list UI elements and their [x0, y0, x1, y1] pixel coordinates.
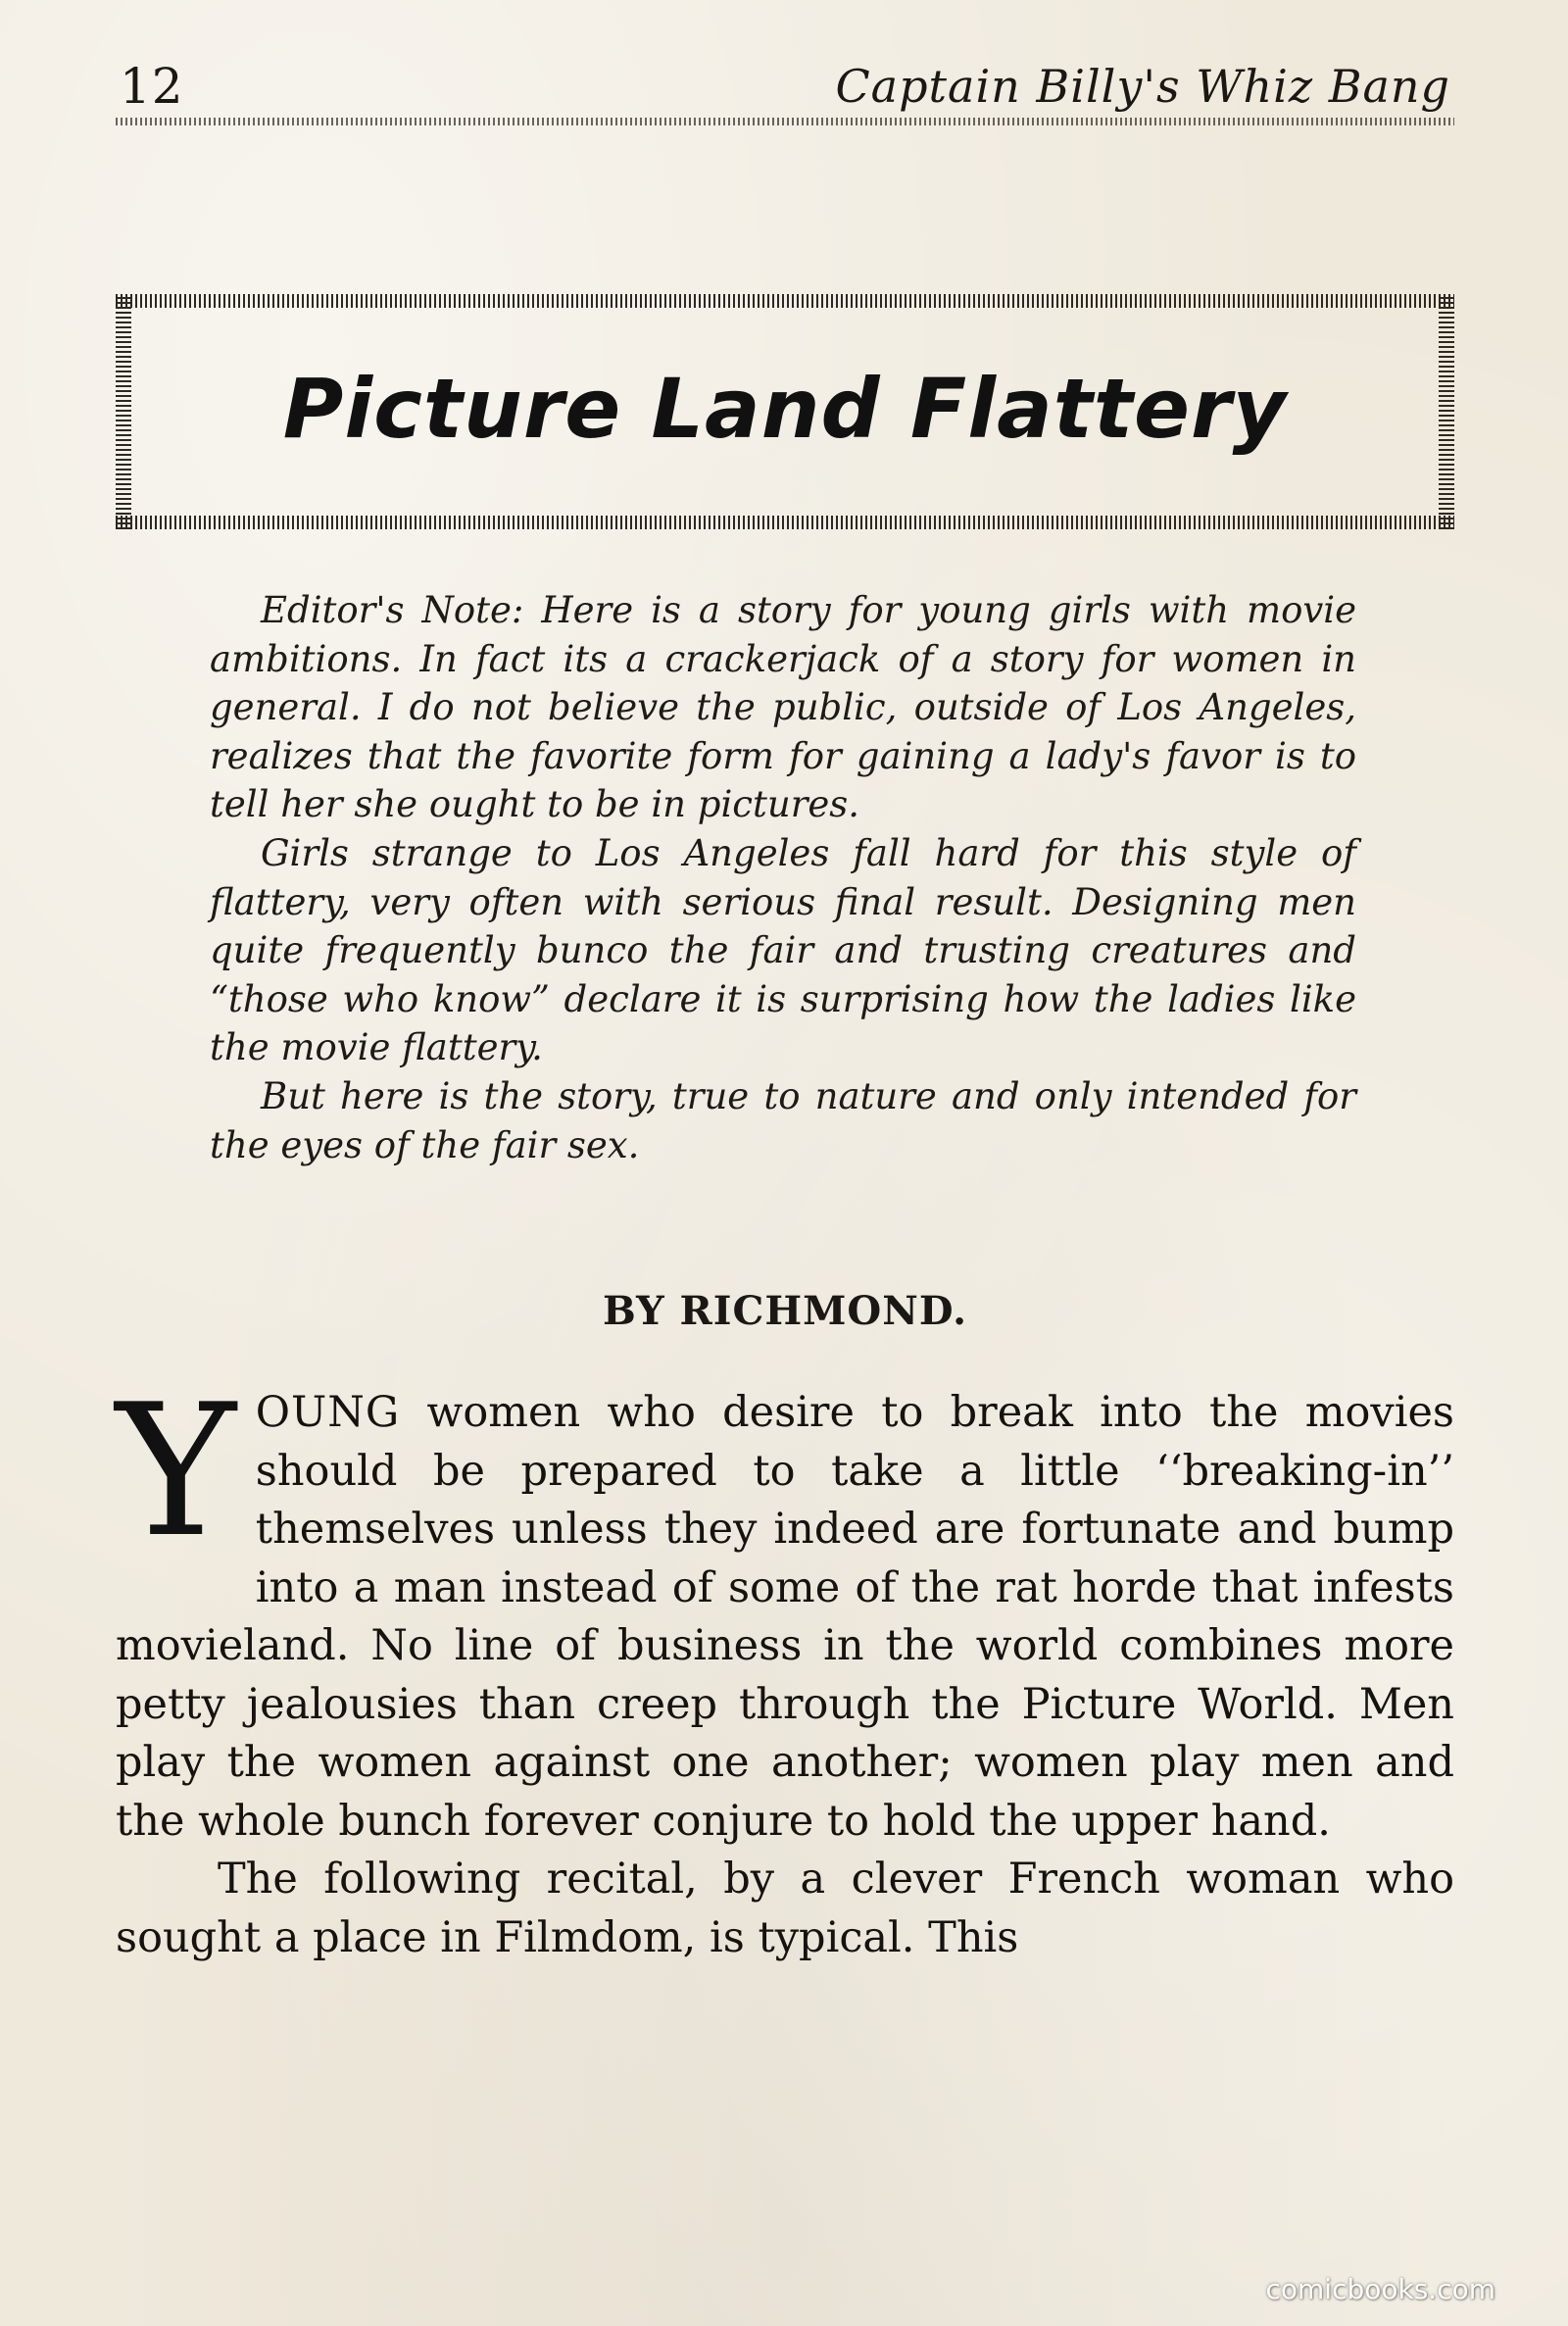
title-box — [116, 294, 1454, 529]
drop-cap: Y — [116, 1364, 236, 1577]
editor-note — [210, 586, 1356, 1169]
running-header — [116, 57, 1454, 116]
article-body — [116, 1364, 1454, 1967]
editor-note-paragraph-2: Girls strange to Los Angeles fall hard for this style of flattery, very often with serious final result. Designing men quite frequently bunco the fair and trusting creatures and “those who know” declare it is surprising how the ladies like the movie flattery. — [210, 831, 1356, 1069]
editor-note-paragraph-3: But here is the story, true to nature and only intended for the eyes of the fair sex. — [210, 1074, 1356, 1166]
watermark: comicbooks.com — [1265, 2273, 1495, 2305]
article-title: Picture Land Flattery — [282, 361, 1288, 457]
body-paragraph-2: The following recital, by a clever French woman who sought a place in Filmdom, is typical. This — [116, 1855, 1454, 1962]
body-paragraph-1-text: women who desire to break into the movies should be prepared to take a little ‘‘breaking-in’’ themselves unless they indeed are fortunate and bump into a man instead of some of the rat horde that infests movieland. No line of business in the world combines more petty jealousies than creep through the Picture World. Men play the women against one another; women play men and the whole bunch forever conjure to hold the upper hand. — [116, 1388, 1454, 1846]
magazine-title: Captain Billy's Whiz Bang — [835, 60, 1450, 113]
title-border-top — [116, 294, 1454, 308]
byline: BY RICHMOND. — [602, 1288, 968, 1334]
page-number: 12 — [120, 58, 184, 115]
editor-note-paragraph-1: Editor's Note: Here is a story for young girls with movie ambitions. In fact its a crackerjack of a story for women in general. I do not believe the public, outside of Los Angeles, realizes that the favorite form for gaining a lady's favor is to tell her she ought to be in pictures. — [210, 589, 1356, 826]
magazine-page — [116, 0, 1454, 2326]
opening-words: OUNG — [255, 1388, 401, 1437]
title-border-bottom — [116, 516, 1454, 529]
header-rule — [116, 118, 1454, 125]
body-paragraph-1 — [116, 1364, 1454, 1851]
